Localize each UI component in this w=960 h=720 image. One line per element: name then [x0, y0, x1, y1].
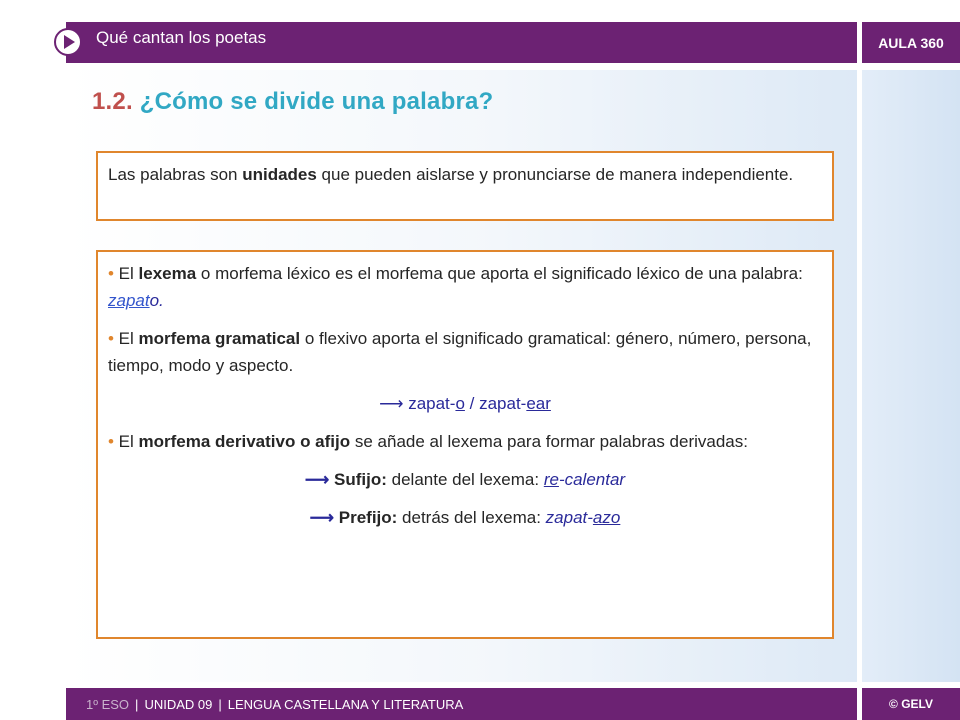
prefijo-text: detrás del lexema: [397, 508, 546, 527]
sufijo-line [108, 466, 822, 493]
arrow-icon: ⟶ [379, 394, 404, 413]
item-text: o flexivo aporta el significado gramatical: género, número, persona, tiempo, modo y aspecto. [108, 329, 812, 375]
example-slash: / [464, 394, 480, 413]
bullet: • [108, 264, 114, 283]
header-title: Qué cantan los poetas [96, 28, 267, 47]
morfema-derivativo-item [108, 428, 822, 455]
footer-separator: | [218, 696, 222, 712]
prefijo-example-stem: zapat- [545, 508, 593, 527]
arrow-icon: ⟶ [304, 470, 330, 489]
item-text: El [113, 264, 139, 283]
lexema-term: lexema [138, 264, 197, 283]
footer-subject: LENGUA CASTELLANA Y LITERATURA [227, 696, 464, 712]
lexema-item [108, 260, 822, 314]
bullet: • [108, 432, 114, 451]
page-title [92, 88, 493, 116]
sufijo-example-affix: re [543, 470, 559, 489]
prefijo-line [108, 504, 822, 531]
item-text: se añade al lexema para formar palabras derivadas: [350, 432, 748, 451]
play-icon [56, 30, 80, 54]
aula-360-badge[interactable]: AULA 360 [862, 22, 960, 63]
example-link-zapato[interactable]: zapat [108, 291, 150, 310]
example-rest: o. [149, 291, 164, 310]
footer-unit: UNIDAD 09 [144, 696, 213, 712]
morfema-gramatical-item [108, 325, 822, 379]
item-text: o morfema léxico es el morfema que aporta el significado léxico de una palabra: [196, 264, 803, 283]
sufijo-text: delante del lexema: [386, 470, 544, 489]
intro-box [96, 151, 834, 221]
page-title-text: Cómo se divide una palabra? [154, 88, 494, 115]
intro-text-1: Las palabras son [108, 165, 243, 184]
left-margin [0, 0, 66, 720]
sufijo-example-rest: -calentar [558, 470, 626, 489]
item-text: El [113, 329, 139, 348]
footer-grade: 1º ESO [86, 696, 130, 712]
page-title-number: 1.2. [92, 88, 133, 115]
page-title-question-mark: ¿ [139, 88, 155, 115]
example-word2-stem: zapat- [479, 394, 527, 413]
example-word1-stem: zapat- [408, 394, 456, 413]
footer-bar [66, 688, 857, 720]
footer-copyright: © GELV [862, 688, 960, 720]
bullet: • [108, 329, 114, 348]
footer-separator: | [135, 696, 139, 712]
morfema-derivativo-term: morfema derivativo o afijo [138, 432, 351, 451]
example-word2-suffix: ear [526, 394, 551, 413]
play-button[interactable] [54, 28, 82, 56]
example-word1-suffix: o [455, 394, 465, 413]
prefijo-example-affix: azo [592, 508, 621, 527]
prefijo-label: Prefijo: [338, 508, 398, 527]
morfema-gramatical-term: morfema gramatical [138, 329, 301, 348]
sufijo-label: Sufijo: [334, 470, 387, 489]
content-box [96, 250, 834, 639]
intro-bold: unidades [242, 165, 317, 184]
arrow-icon: ⟶ [309, 508, 335, 527]
gramatical-example [108, 390, 822, 417]
intro-text-2: que pueden aislarse y pronunciarse de manera independiente. [316, 165, 794, 184]
item-text: El [113, 432, 139, 451]
right-margin-panel [862, 70, 960, 682]
